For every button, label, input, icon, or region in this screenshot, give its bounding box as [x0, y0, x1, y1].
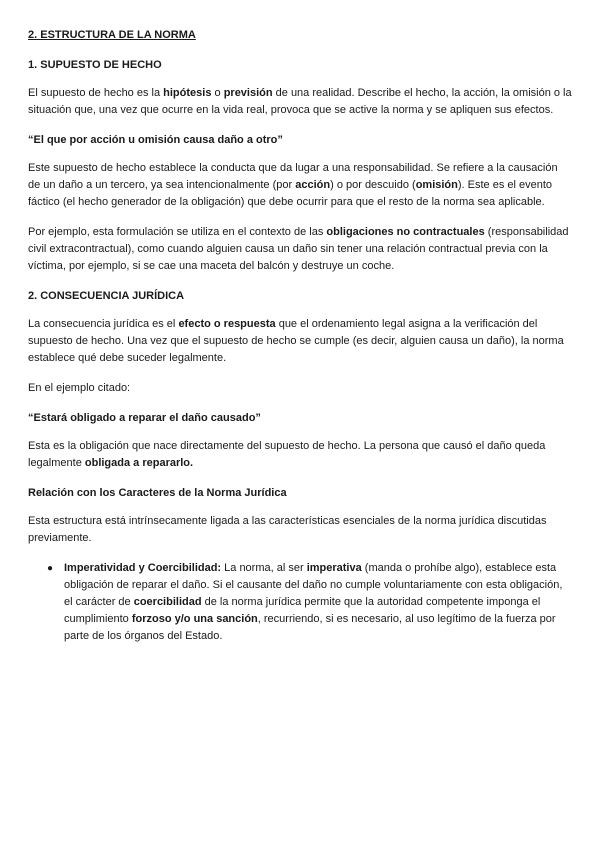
paragraph-consecuencia-definicion [28, 316, 572, 367]
paragraph-supuesto-explicacion [28, 160, 572, 211]
bold-text: previsión [223, 87, 273, 99]
text-run: El supuesto de hecho es la [28, 87, 164, 99]
paragraph-relacion [28, 513, 572, 547]
paragraph-consecuencia-ejemplo [28, 380, 572, 397]
text-run: Por ejemplo, esta formulación se utiliza en el contexto de las [28, 226, 327, 238]
text-run: La consecuencia jurídica es el [28, 318, 179, 330]
text-run: (responsabilidad civil extracontractual), como cuando alguien causa un daño sin tener una relación contractual previa con la víctima, por ejemplo, si se cae una maceta del balcón y destruye un coche. [28, 226, 569, 272]
bullet-dot-icon: ● [47, 563, 54, 574]
text-run: de una realidad. Describe el hecho, la acción, la omisión o la situación que, una vez que ocurre en la vida real, provoca que se active la norma y se apliquen sus efectos. [28, 87, 572, 116]
section-heading-consecuencia: 2. CONSECUENCIA JURÍDICA [28, 290, 185, 302]
text-run: de la norma jurídica permite que la autoridad competente imponga el cumplimiento [64, 596, 541, 625]
document-page [28, 27, 572, 645]
bold-text: hipótesis [163, 87, 212, 99]
text-run: o [211, 87, 224, 99]
bold-text: imperativa [306, 562, 362, 574]
text-run: ). Este es el evento fáctico (el hecho generador de la obligación) que debe ocurrir para que el resto de la norma sea aplicable. [28, 179, 553, 208]
bold-text: acción [295, 179, 331, 191]
list-item [28, 560, 572, 645]
text-run: ) o por descuido ( [330, 179, 416, 191]
text-run: La norma, al ser [221, 562, 307, 574]
section-heading-relacion: Relación con los Caracteres de la Norma Jurídica [28, 487, 287, 499]
bullet-text [64, 562, 562, 642]
bold-text: obligaciones no contractuales [326, 226, 485, 238]
text-run: que el ordenamiento legal asigna a la verificación del supuesto de hecho. Una vez que el supuesto de hecho se cumple (es decir, alguien causa un daño), la norma establece qué debe suceder legalmente. [28, 318, 564, 364]
paragraph-consecuencia-obligacion [28, 438, 572, 472]
text-run: , recurriendo, si es necesario, al uso legítimo de la fuerza por parte de los órganos del Estado. [64, 613, 556, 642]
bullet-list [28, 560, 572, 645]
text-run: En el ejemplo citado: [28, 382, 131, 394]
text-run: Esta estructura está intrínsecamente ligada a las características esenciales de la norma jurídica discutidas previamente. [28, 515, 547, 544]
bold-text: forzoso y/o una sanción [131, 613, 258, 625]
paragraph-supuesto-ejemplo [28, 224, 572, 275]
section-heading-supuesto: 1. SUPUESTO DE HECHO [28, 59, 162, 71]
text-run: Esta es la obligación que nace directamente del supuesto de hecho. La persona que causó el daño queda legalmente [28, 440, 546, 469]
document-title: 2. ESTRUCTURA DE LA NORMA [28, 29, 196, 41]
bold-text: omisión [415, 179, 458, 191]
bold-text: obligada a repararlo. [84, 457, 194, 469]
text-run: Este supuesto de hecho establece la conducta que da lugar a una responsabilidad. Se refiere a la causación de un daño a un tercero, ya sea intencionalmente (por [28, 162, 558, 191]
bold-text: coercibilidad [133, 596, 202, 608]
text-run: (manda o prohíbe algo), establece esta obligación de reparar el daño. Si el causante del daño no cumple voluntariamente con esta obligación, el carácter de [64, 562, 563, 608]
paragraph-supuesto-definicion [28, 85, 572, 119]
quote-consecuencia: “Estará obligado a reparar el daño causado” [28, 412, 261, 424]
bold-text: Imperatividad y Coercibilidad: [64, 562, 222, 574]
quote-supuesto: “El que por acción u omisión causa daño a otro” [28, 134, 283, 146]
bold-text: efecto o respuesta [178, 318, 276, 330]
